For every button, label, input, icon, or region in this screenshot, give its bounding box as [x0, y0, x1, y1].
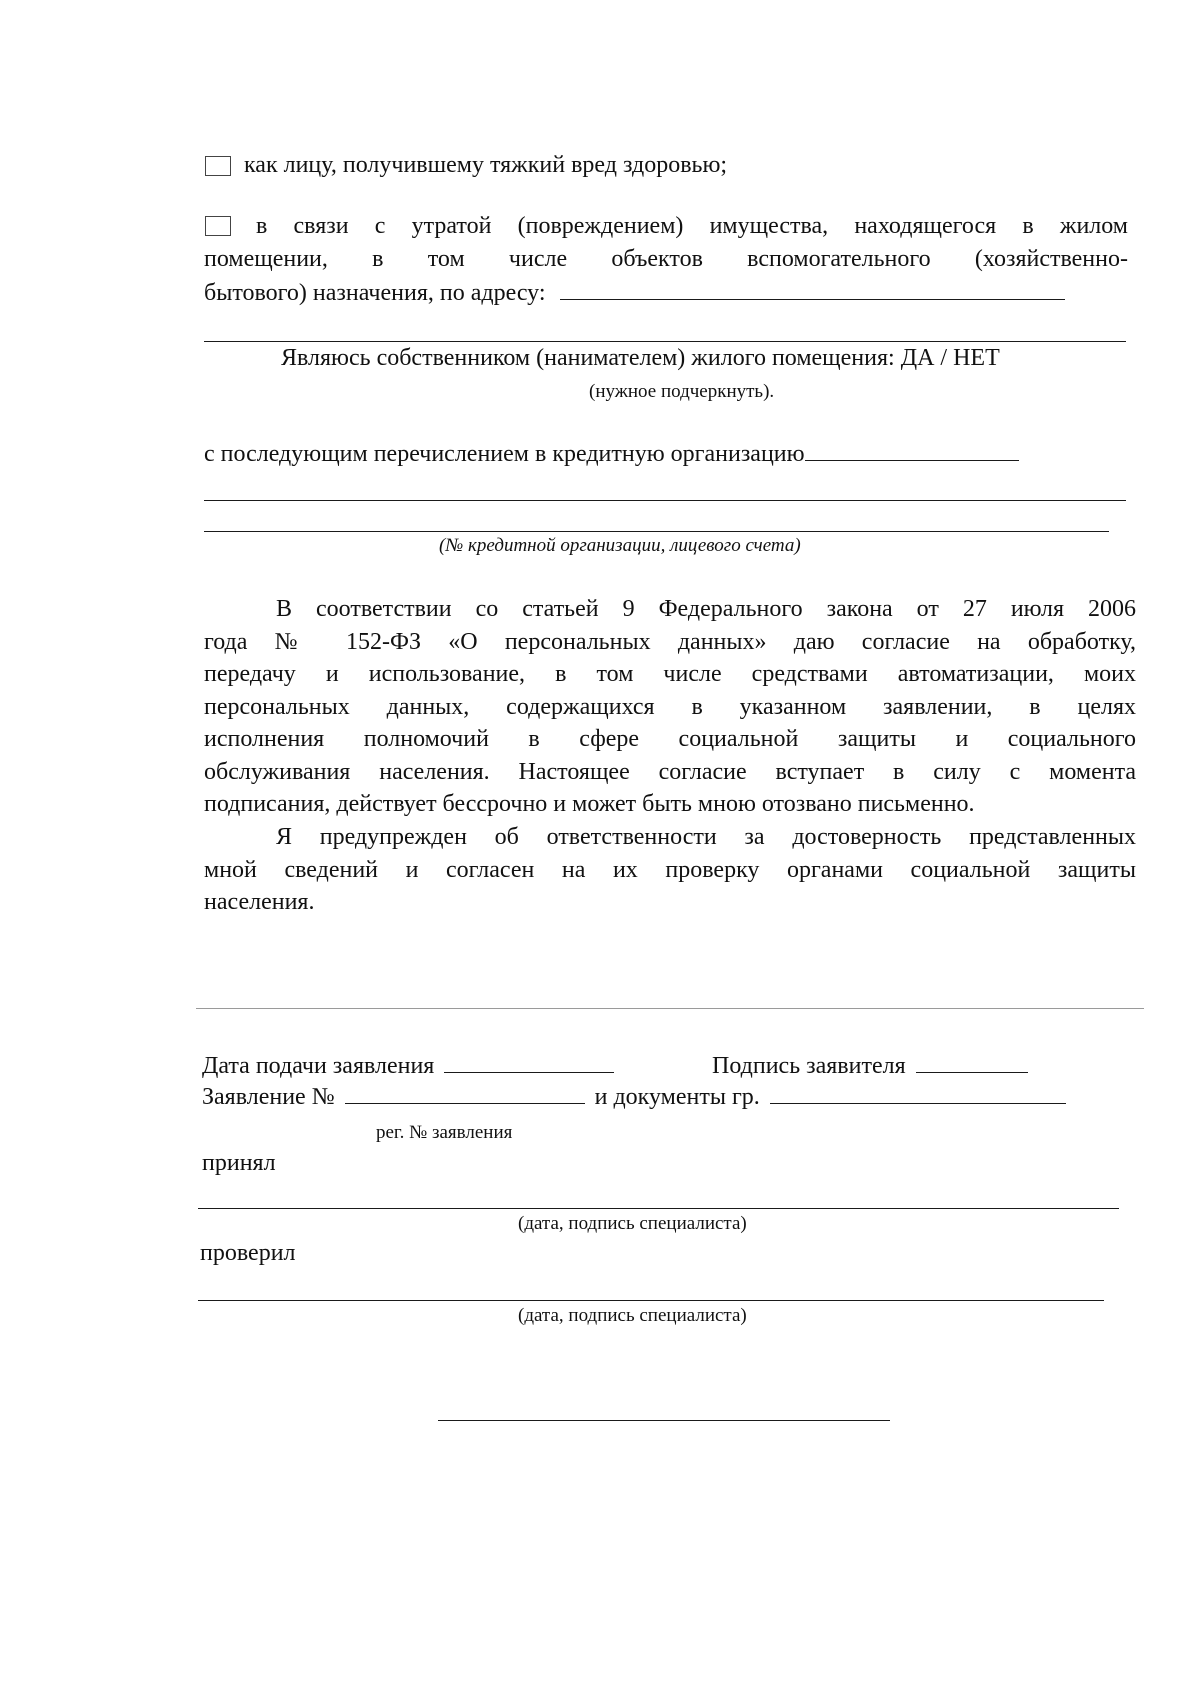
warning-line: населения. [204, 889, 315, 915]
address-label: бытового) назначения, по адресу: [204, 280, 546, 306]
warning-line: мной сведений и согласен на их проверку органами социальной защиты [204, 856, 1136, 883]
consent-line: года № 152-ФЗ «О персональных данных» даю согласие на обработку, [204, 628, 1136, 655]
transfer-label: с последующим перечислением в кредитную организацию [204, 441, 805, 467]
option-property-line1: в связи с утратой (повреждением) имущества, находящегося в жилом [256, 213, 1128, 239]
consent-line: передачу и использование, в том числе средствами автоматизации, моих [204, 661, 1136, 687]
documents-label: и документы гр. [594, 1084, 760, 1110]
consent-paragraph [204, 593, 1136, 821]
credit-org-line3[interactable] [204, 531, 1109, 532]
date-row [202, 1052, 614, 1080]
accepted-caption: (дата, подпись специалиста) [518, 1213, 747, 1234]
application-row [202, 1083, 1066, 1111]
ownership-hint: (нужное подчеркнуть). [589, 381, 775, 402]
option-property-line3 [204, 279, 1065, 307]
consent-line: В соответствии со статьей 9 Федерального закона от 27 июля 2006 [276, 596, 1136, 622]
option-property-line2: помещении, в том числе объектов вспомогательного (хозяйственно- [204, 246, 1128, 272]
consent-line: персональных данных, содержащихся в указанном заявлении, в целях [204, 693, 1136, 720]
consent-line: исполнения полномочий в сфере социальной защиты и социального [204, 726, 1136, 752]
credit-org-field[interactable] [805, 440, 1019, 461]
consent-line: обслуживания населения. Настоящее согласие вступает в силу с момента [204, 758, 1136, 785]
address-field[interactable] [560, 279, 1065, 300]
section-divider [196, 1008, 1144, 1009]
signature-row [712, 1052, 1028, 1080]
checked-field[interactable] [198, 1300, 1104, 1301]
checkbox-property[interactable] [205, 216, 231, 236]
option-injury-label: как лицу, получившему тяжкий вред здоровью; [244, 152, 728, 178]
warning-paragraph [204, 821, 1136, 919]
transfer-caption: (№ кредитной организации, лицевого счета) [439, 535, 801, 556]
signature-field[interactable] [916, 1052, 1028, 1073]
application-no-field[interactable] [345, 1083, 585, 1104]
checked-label: проверил [200, 1240, 296, 1266]
reg-no-caption: рег. № заявления [376, 1122, 513, 1143]
signature-label: Подпись заявителя [712, 1053, 906, 1079]
checked-caption: (дата, подпись специалиста) [518, 1305, 747, 1326]
bottom-signature-line [438, 1420, 890, 1421]
accepted-label: принял [202, 1150, 276, 1176]
consent-line: подписания, действует бессрочно и может быть мною отозвано письменно. [204, 791, 975, 817]
address-field-line2[interactable] [204, 341, 1126, 342]
date-field[interactable] [444, 1052, 614, 1073]
checkbox-injury[interactable] [205, 156, 231, 176]
warning-line: Я предупрежден об ответственности за достоверность представленных [276, 824, 1136, 850]
documents-field[interactable] [770, 1083, 1066, 1104]
accepted-field[interactable] [198, 1208, 1119, 1209]
transfer-text [204, 440, 1019, 468]
application-no-label: Заявление № [202, 1084, 335, 1110]
ownership-text: Являюсь собственником (нанимателем) жилого помещения: ДА / НЕТ [281, 345, 1000, 371]
credit-org-line2[interactable] [204, 500, 1126, 501]
date-label: Дата подачи заявления [202, 1053, 435, 1079]
